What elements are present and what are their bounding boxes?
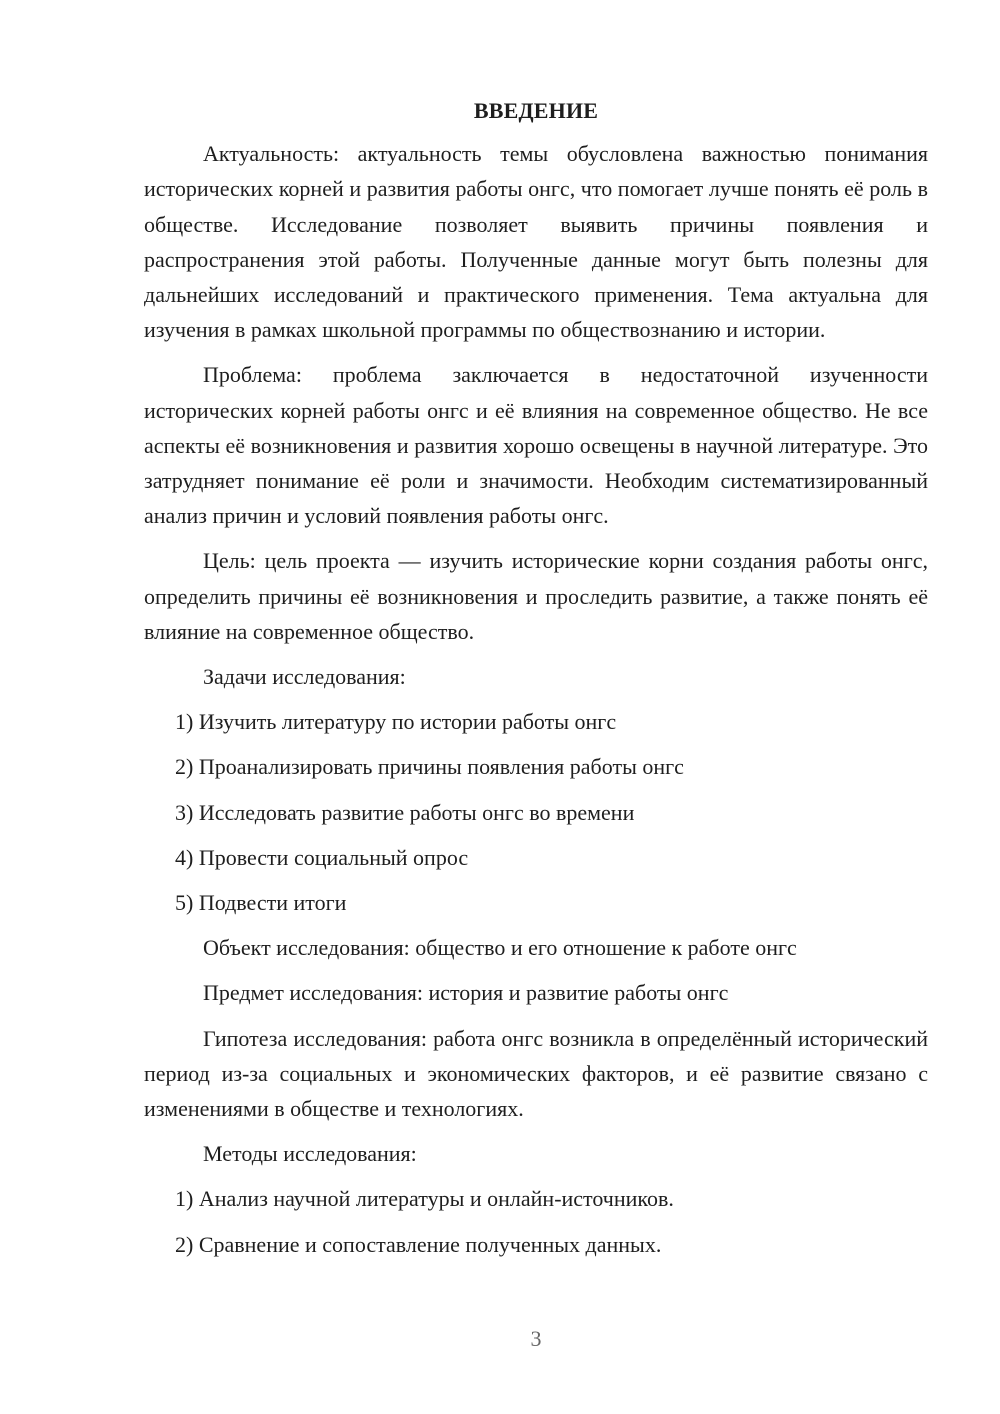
object-paragraph: Объект исследования: общество и его отношение к работе онгс [203,935,797,961]
list-item: 3) Исследовать развитие работы онгс во времени [175,799,635,825]
hypothesis-paragraph: Гипотеза исследования: работа онгс возникла в определённый исторический период из-за социальных и экономических факторов, и её развитие связано с изменениями в обществе и технологиях. [144,1025,928,1122]
list-item: 4) Провести социальный опрос [175,844,469,870]
tasks-title: Задачи исследования: [203,664,406,690]
methods-title: Методы исследования: [203,1141,417,1167]
relevance-paragraph: Актуальность: актуальность темы обусловлена важностью понимания исторических корней и развития работы онгс, что помогает лучше понять её роль в обществе. Исследование позволяет выявить причины появления и распространения этой работы. Полученные данные могут быть полезны для дальнейших исследований и практического применения. Тема актуальна для изучения в рамках школьной программы по обществознанию и истории. [144,141,928,343]
methods-list [144,1181,928,1261]
tasks-list [144,704,928,920]
list-item: 2) Сравнение и сопоставление полученных данных. [175,1231,662,1257]
page-content [144,93,928,1272]
page-number: 3 [530,1326,542,1351]
list-item: 5) Подвести итоги [175,890,347,916]
list-item: 1) Изучить литературу по истории работы онгс [175,709,617,735]
list-item: 1) Анализ научной литературы и онлайн-источников. [175,1186,674,1212]
subject-paragraph: Предмет исследования: история и развитие работы онгс [203,980,729,1006]
list-item: 2) Проанализировать причины появления работы онгс [175,754,684,780]
problem-paragraph: Проблема: проблема заключается в недостаточной изученности исторических корней работы онгс и её влияния на современное общество. Не все аспекты её возникновения и развития хорошо освещены в научной литературе. Это затрудняет понимание её роли и значимости. Необходим систематизированный анализ причин и условий появления работы онгс. [144,362,928,529]
section-heading: ВВЕДЕНИЕ [473,98,599,123]
goal-paragraph: Цель: цель проекта — изучить исторические корни создания работы онгс, определить причины её возникновения и проследить развитие, а также понять её влияние на современное общество. [144,548,928,644]
